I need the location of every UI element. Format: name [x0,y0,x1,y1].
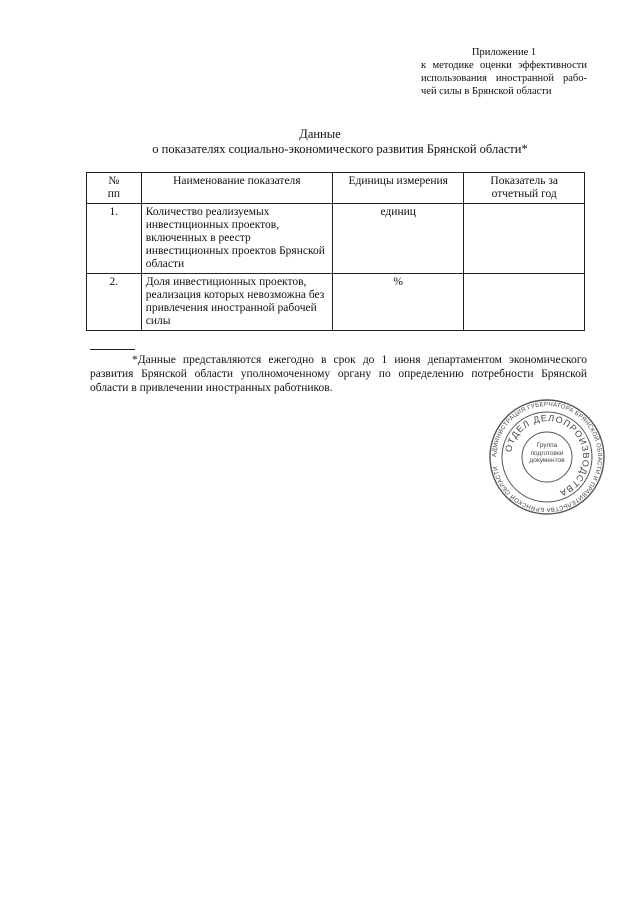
appendix-line-4: чей силы в Брянской области [421,86,552,97]
row-name: Доля инвестиционных проектов, реализация которых невозможна без привлечения иностранной рабочей силы [141,274,332,331]
row-value [464,204,585,274]
appendix-line-3: использования иностранной рабо- [421,73,587,84]
document-title [0,127,640,157]
row-name: Количество реализуемых инвестиционных проектов, включенных в реестр инвестиционных проектов Брянской области [141,204,332,274]
header-unit: Единицы измерения [332,173,463,204]
table-row [87,274,585,331]
stamp-dept-text: ОТДЕЛ ДЕЛОПРОИЗВОДСТВА [503,412,592,499]
stamp-ring-text: АДМИНИСТРАЦИЯ ГУБЕРНАТОРА БРЯНСКОЙ ОБЛАСТИ И ПРАВИТЕЛЬСТВА БРЯНСКОЙ ОБЛАСТИ [491,401,603,513]
footnote-text: *Данные представляются ежегодно в срок до 1 июня департаментом экономического развития Брянской области уполномоченному органу по определению потребности Брянской области в привлечении иностранных работников. [90,354,587,394]
row-unit: % [332,274,463,331]
table-row [87,204,585,274]
stamp-center-text: Группа подготовки документов [529,442,565,464]
row-unit: единиц [332,204,463,274]
header-name: Наименование показателя [141,173,332,204]
appendix-note [421,46,587,98]
office-stamp [488,398,606,516]
footnote-rule [90,349,135,350]
indicators-table [86,172,585,331]
header-value: Показатель за отчетный год [464,173,585,204]
title-main: Данные [299,127,341,141]
appendix-line-2: к методике оценки эффективности [421,60,587,71]
row-number: 2. [87,274,142,331]
appendix-line-1: Приложение 1 [471,47,537,58]
table-header-row [87,173,585,204]
row-number: 1. [87,204,142,274]
title-sub: о показателях социально-экономического развития Брянской области* [152,142,528,156]
row-value [464,274,585,331]
header-number: № пп [87,173,142,204]
